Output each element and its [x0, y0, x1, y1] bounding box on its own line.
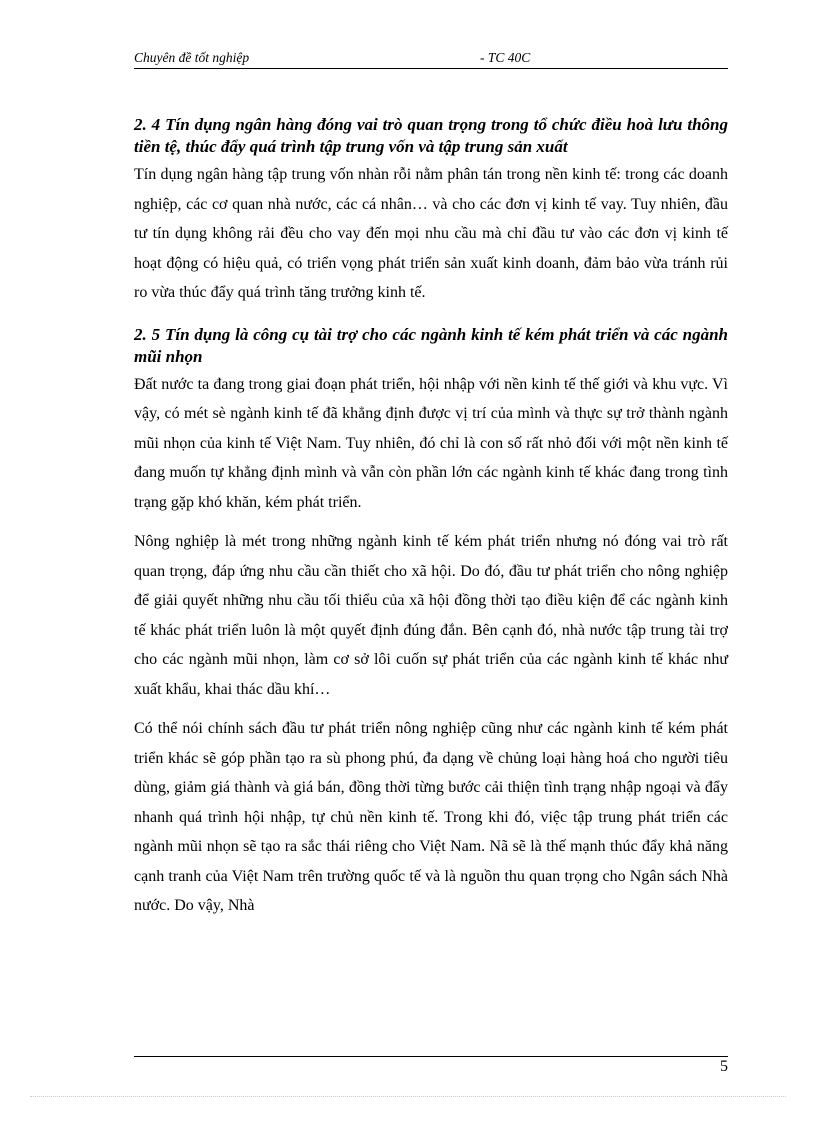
- page-header: [134, 50, 728, 69]
- header-document-type: Chuyên đề tốt nghiệp: [134, 50, 250, 65]
- page-bottom-border: [30, 1096, 786, 1097]
- page-body: [134, 114, 728, 921]
- body-paragraph: Nông nghiệp là mét trong những ngành kinh tế kém phát triển nhưng nó đóng vai trò rất quan trọng, đáp ứng nhu cầu cần thiết cho xã hội. Do đó, đầu tư phát triển cho nông nghiệp để giải quyết những nhu cầu tối thiểu của xã hội đồng thời tạo điều kiện để các ngành kinh tế khác phát triển luôn là một quyết định đúng đắn. Bên cạnh đó, nhà nước tập trung tài trợ cho các ngành mũi nhọn, làm cơ sở lôi cuốn sự phát triển của các ngành kinh tế khác như xuất khẩu, khai thác dầu khí…: [134, 533, 728, 698]
- footer-rule: [134, 1056, 728, 1057]
- body-paragraph: Đất nước ta đang trong giai đoạn phát triển, hội nhập với nền kinh tế thế giới và khu vực. Vì vậy, có mét sè ngành kinh tế đã khẳng định được vị trí của mình và thực sự trở thành ngành mũi nhọn của kinh tế Việt Nam. Tuy nhiên, đó chỉ là con số rất nhỏ đối với một nền kinh tế đang muốn tự khẳng định mình và vẫn còn phần lớn các ngành kinh tế khác đang trong tình trạng gặp khó khăn, kém phát triển.: [134, 375, 728, 511]
- body-paragraph: Tín dụng ngân hàng tập trung vốn nhàn rỗi nằm phân tán trong nền kinh tế: trong các doanh nghiệp, các cơ quan nhà nước, các cá nhân… và cho các đơn vị kinh tế vay. Tuy nhiên, đầu tư tín dụng không rải đều cho vay đến mọi nhu cầu mà chỉ đầu tư vào các đơn vị kinh tế hoạt động có hiệu quả, có triển vọng phát triển sản xuất kinh doanh, đảm bảo vừa tránh rủi ro vừa thúc đẩy quá trình tăng trưởng kinh tế.: [134, 166, 728, 301]
- section-2-4: [134, 114, 728, 308]
- body-paragraph: Có thể nói chính sách đầu tư phát triển nông nghiệp cũng như các ngành kinh tế kém phát triển khác sẽ góp phần tạo ra sù phong phú, đa dạng về chủng loại hàng hoá cho người tiêu dùng, giảm giá thành và giá bán, đồng thời từng bước cải thiện tình trạng nhập ngoại và đẩy nhanh quá trình hội nhập, tự chủ nền kinh tế. Trong khi đó, việc tập trung phát triển các ngành mũi nhọn sẽ tạo ra sắc thái riêng cho Việt Nam. Nã sẽ là thế mạnh thúc đẩy khả năng cạnh tranh của Việt Nam trên trường quốc tế và là nguồn thu quan trọng cho Ngân sách Nhà nước. Do vậy, Nhà: [134, 720, 728, 914]
- section-2-5: [134, 324, 728, 921]
- paragraph-spacer: [134, 517, 728, 527]
- header-class-code: - TC 40C: [480, 50, 531, 65]
- section-spacer: [134, 308, 728, 324]
- section-heading: 2. 4 Tín dụng ngân hàng đóng vai trò quan trọng trong tổ chức điều hoà lưu thông tiền tệ, thúc đẩy quá trình tập trung vốn và tập trung sản xuất: [134, 115, 728, 156]
- paragraph-spacer: [134, 704, 728, 714]
- page-number: 5: [720, 1058, 728, 1075]
- section-heading: 2. 5 Tín dụng là công cụ tài trợ cho các ngành kinh tế kém phát triển và các ngành mũi nhọn: [134, 324, 728, 366]
